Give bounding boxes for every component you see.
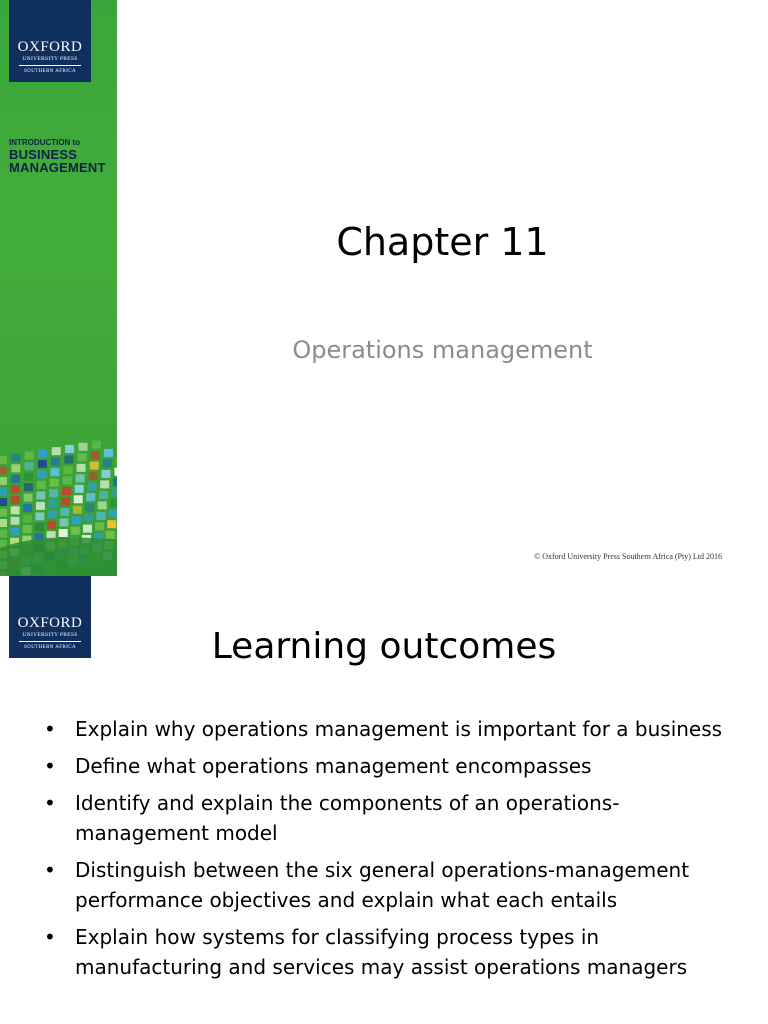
mosaic-tile — [0, 498, 7, 506]
mosaic-tile — [64, 456, 73, 464]
logo-rule — [19, 65, 81, 66]
mosaic-tile — [63, 477, 72, 485]
book-title-line2: BUSINESS — [9, 147, 78, 162]
mosaic-tile — [85, 504, 94, 512]
mosaic-tile — [65, 445, 74, 453]
mosaic-tile — [37, 470, 46, 478]
mosaic-tile — [73, 506, 82, 514]
mosaic-tile — [60, 508, 69, 516]
mosaic-tile — [103, 459, 112, 467]
mosaic-tile — [116, 457, 117, 465]
mosaic-tile — [50, 468, 59, 476]
mosaic-tile — [102, 470, 111, 478]
mosaic-tile — [100, 480, 109, 488]
logo-line3: SOUTHERN AFRICA — [24, 645, 76, 650]
bullet-icon: • — [44, 925, 56, 949]
mosaic-tile — [48, 510, 57, 518]
list-item — [40, 714, 740, 744]
mosaic-tile — [107, 520, 116, 528]
mosaic-tile — [0, 467, 7, 475]
bullet-icon: • — [44, 791, 56, 815]
mosaic-tile — [35, 512, 44, 520]
mosaic-tile — [25, 452, 34, 460]
mosaic-tile — [62, 487, 71, 495]
mosaic-tile — [84, 514, 93, 522]
green-side-band — [0, 0, 117, 576]
mosaic-tile — [11, 464, 20, 472]
list-item — [40, 855, 740, 915]
outcomes-list — [40, 714, 740, 989]
mosaic-tile — [96, 512, 105, 520]
mosaic-tile — [47, 521, 56, 529]
outcome-text: Define what operations management encompasses — [75, 754, 592, 778]
mosaic-tile — [99, 491, 108, 499]
mosaic-curve-shade — [0, 537, 117, 576]
mosaic-tile — [61, 498, 70, 506]
mosaic-tile — [104, 449, 113, 457]
mosaic-tile — [109, 510, 117, 518]
slide-title: Learning outcomes — [211, 626, 557, 667]
mosaic-tile — [38, 449, 47, 457]
mosaic-tile — [11, 485, 20, 493]
mosaic-tile — [38, 460, 47, 468]
mosaic-tile — [23, 515, 32, 523]
mosaic-tile — [24, 494, 33, 502]
logo-name: OXFORD — [17, 615, 83, 631]
mosaic-tile — [0, 509, 7, 517]
mosaic-tile — [76, 474, 85, 482]
list-item — [40, 922, 740, 982]
mosaic-tile — [49, 500, 58, 508]
learning-outcomes-slide — [0, 576, 768, 1024]
oxford-logo — [9, 0, 91, 82]
book-title-line3: MANAGEMENT — [9, 160, 106, 175]
mosaic-tile — [11, 475, 20, 483]
mosaic-tile — [52, 447, 61, 455]
mosaic-tile — [74, 495, 83, 503]
mosaic-tile — [25, 462, 34, 470]
mosaic-tile — [72, 516, 81, 524]
mosaic-tile — [10, 527, 19, 535]
chapter-subtitle: Operations management — [292, 336, 593, 364]
bullet-icon: • — [44, 858, 56, 882]
mosaic-tile — [113, 478, 117, 486]
outcome-text: Explain why operations management is important for a business — [75, 717, 723, 741]
mosaic-tile — [112, 489, 117, 497]
mosaic-tile — [49, 489, 58, 497]
mosaic-tile — [64, 466, 73, 474]
mosaic-tile — [115, 468, 118, 476]
mosaic-tile — [0, 456, 7, 464]
logo-name: OXFORD — [17, 39, 83, 55]
mosaic-tile — [0, 477, 7, 485]
copyright-notice: © Oxford University Press Southern Africa (Pty) Ltd 2016 — [534, 552, 722, 561]
mosaic-tile — [0, 519, 7, 527]
chapter-title: Chapter 11 — [336, 220, 549, 264]
bullet-icon: • — [44, 717, 56, 741]
bullet-icon: • — [44, 754, 56, 778]
mosaic-tile — [106, 531, 115, 539]
mosaic-tile — [89, 472, 98, 480]
mosaic-tile — [51, 458, 60, 466]
mosaic-tile — [60, 519, 69, 527]
mosaic-tile — [90, 462, 99, 470]
mosaic-tile — [75, 485, 84, 493]
mosaic-tile — [23, 504, 32, 512]
mosaic-tile — [86, 493, 95, 501]
list-item — [40, 751, 740, 781]
mosaic-tile — [36, 491, 45, 499]
logo-line2: UNIVERSITY PRESS — [22, 632, 78, 638]
mosaic-tile — [36, 502, 45, 510]
outcome-text: Identify and explain the components of an operations-management model — [75, 791, 620, 845]
mosaic-tile — [23, 525, 32, 533]
mosaic-tile — [91, 451, 100, 459]
book-title — [9, 138, 106, 174]
mosaic-tile — [83, 525, 92, 533]
logo-line2: UNIVERSITY PRESS — [22, 56, 78, 62]
mosaic-tile — [24, 473, 33, 481]
mosaic-tile — [71, 527, 80, 535]
mosaic-tile — [11, 454, 20, 462]
mosaic-tile — [11, 496, 20, 504]
mosaic-tile — [24, 483, 33, 491]
mosaic-tile — [78, 453, 87, 461]
mosaic-tile — [95, 522, 104, 530]
mosaic-tile — [92, 441, 101, 449]
outcome-text: Distinguish between the six general operations-management performance objectives and explain what each entails — [75, 858, 690, 912]
outcome-text: Explain how systems for classifying process types in manufacturing and services may assist operations managers — [75, 925, 688, 979]
mosaic-tile — [35, 523, 44, 531]
mosaic-tile — [11, 506, 20, 514]
mosaic-tile — [79, 443, 88, 451]
mosaic-tile — [59, 529, 68, 537]
mosaic-tile — [88, 483, 97, 491]
mosaic-tile — [0, 530, 7, 538]
mosaic-tile — [37, 481, 46, 489]
mosaic-tile — [11, 517, 20, 525]
mosaic-tiles-graphic — [0, 440, 117, 576]
book-title-line1: INTRODUCTION to — [9, 138, 81, 147]
mosaic-tile — [77, 464, 86, 472]
mosaic-tile — [50, 479, 59, 487]
mosaic-tile — [98, 501, 107, 509]
mosaic-tile — [110, 499, 117, 507]
mosaic-tile — [0, 488, 7, 496]
list-item — [40, 788, 740, 848]
logo-line3: SOUTHERN AFRICA — [24, 69, 76, 74]
